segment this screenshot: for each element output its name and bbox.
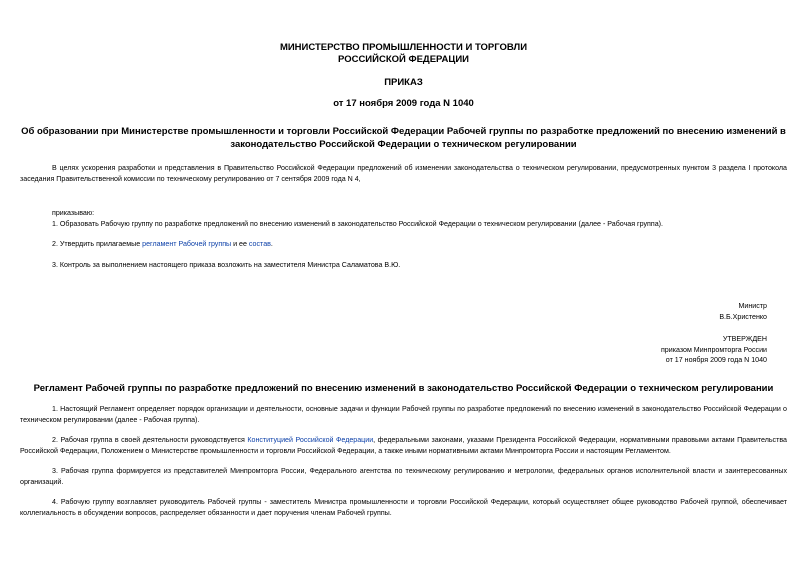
regulation-title: Регламент Рабочей группы по разработке предложений по внесению изменений в законодательство Российской Федерации о техническом регулировании [33,383,774,394]
order-title-line2: законодательство Российской Федерации о техническом регулировании [230,139,577,150]
order-word: приказываю: [52,209,95,217]
order-item-3: 3. Контроль за выполнением настоящего приказа возложить на заместителя Министра Саламатова В.Ю. [52,261,401,269]
order-item-2 [52,239,273,249]
regulation-paragraph-1: 1. Настоящий Регламент определяет порядок организации и деятельности, основные задачи и функции Рабочей группы по разработке предложений по внесению изменений в законодательство Российской Федерации о техническом регулировании (далее - Рабочая группа). [20,405,787,424]
document-type: ПРИКАЗ [384,77,423,88]
regulation-paragraph-3: 3. Рабочая группа формируется из представителей Минпромторга России, Федерального агентства по техническому регулированию и метрологии, федеральных органов исполнительной власти и заинтересованных организаций. [20,467,787,486]
signature-position: Министр [738,302,767,310]
order-item-2-mid: и ее [231,240,249,248]
order-item-2-suffix: . [270,240,273,248]
composition-link[interactable]: состав [248,240,271,248]
regulation-link[interactable]: регламент Рабочей группы [142,240,232,248]
regulation-paragraph-2-suffix: , федеральными законами, указами Президента Российской Федерации, нормативными правовыми актами Правительства Российской Федерации, Положением о Министерстве промышленности и торговли Российской Федерации, а также иными нормативными актами Минпромторга России и настоящим Регламентом. [20,436,787,455]
approval-word: УТВЕРЖДЕН [722,335,767,343]
regulation-paragraph-4: 4. Рабочую группу возглавляет руководитель Рабочей группы - заместитель Министра промышленности и торговли Российской Федерации, который осуществляет общее руководство Рабочей группой, обеспечивает коллегиальность в обсуждении вопросов, распределяет обязанности и дает поручения членам Рабочей группы. [20,498,787,517]
order-item-1: 1. Образовать Рабочую группу по разработке предложений по внесению изменений в законодательство Российской Федерации о техническом регулировании (далее - Рабочая группа). [52,220,663,228]
constitution-link[interactable]: Конституцией Российской Федерации [247,436,374,444]
approval-line1: приказом Минпромторга России [660,346,767,354]
document-date: от 17 ноября 2009 года N 1040 [333,98,474,109]
signature-name: В.Б.Христенко [719,313,767,321]
ministry-name-line2: РОССИЙСКОЙ ФЕДЕРАЦИИ [337,54,469,65]
ministry-name-line1: МИНИСТЕРСТВО ПРОМЫШЛЕННОСТИ И ТОРГОВЛИ [279,42,528,53]
order-title-line1: Об образовании при Министерстве промышленности и торговли Российской Федерации Рабочей группы по разработке предложений по внесению изменений в [21,126,786,137]
approval-line2: от 17 ноября 2009 года N 1040 [665,356,767,364]
regulation-paragraph-2-prefix: 2. Рабочая группа в своей деятельности руководствуется [52,436,248,444]
preamble-paragraph: В целях ускорения разработки и представления в Правительство Российской Федерации предложений об изменении законодательства о техническом регулировании, предусмотренных пунктом 3 раздела I протокола заседания Правительственной комиссии по техническому регулированию от 7 сентября 2009 года N 4, [20,164,787,183]
regulation-paragraph-2 [20,435,787,456]
order-item-2-prefix: 2. Утвердить прилагаемые [52,240,143,248]
